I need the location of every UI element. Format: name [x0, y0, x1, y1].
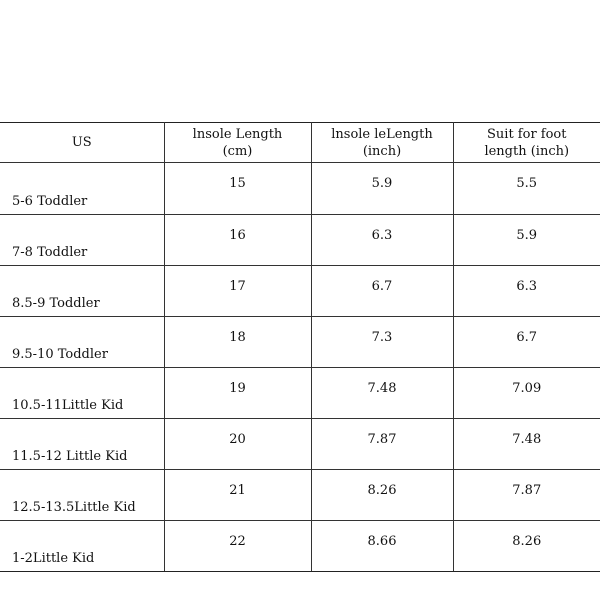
insole-cm-cell: 20 [164, 419, 311, 470]
us-size-cell: 8.5-9 Toddler [0, 266, 164, 317]
table-row [0, 266, 600, 317]
table-header-row [0, 123, 600, 163]
foot-inch-cell: 7.09 [453, 368, 600, 419]
insole-cm-cell: 16 [164, 215, 311, 266]
table-row [0, 470, 600, 521]
us-size-cell: 5-6 Toddler [0, 163, 164, 215]
us-size-cell: 12.5-13.5Little Kid [0, 470, 164, 521]
table-row [0, 317, 600, 368]
us-size-cell: 11.5-12 Little Kid [0, 419, 164, 470]
us-size-cell: 9.5-10 Toddler [0, 317, 164, 368]
table-row [0, 368, 600, 419]
size-chart-table [0, 122, 600, 572]
insole-inch-cell: 6.3 [311, 215, 453, 266]
insole-inch-cell: 8.26 [311, 470, 453, 521]
table-row [0, 163, 600, 215]
header-insole-length-inch-line2: (inch) [362, 143, 402, 159]
table-body [0, 163, 600, 572]
insole-cm-cell: 21 [164, 470, 311, 521]
insole-cm-cell: 19 [164, 368, 311, 419]
insole-cm-cell: 17 [164, 266, 311, 317]
header-us-label: US [71, 135, 92, 150]
insole-inch-cell: 8.66 [311, 521, 453, 572]
header-insole-length-inch [311, 123, 453, 163]
header-suit-foot-length-line2: length (inch) [484, 143, 570, 159]
header-insole-length-cm-line2: (cm) [222, 143, 253, 159]
table-row [0, 521, 600, 572]
insole-inch-cell: 6.7 [311, 266, 453, 317]
insole-cm-cell: 15 [164, 163, 311, 215]
foot-inch-cell: 5.5 [453, 163, 600, 215]
foot-inch-cell: 6.7 [453, 317, 600, 368]
us-size-cell: 1-2Little Kid [0, 521, 164, 572]
table-row [0, 419, 600, 470]
us-size-cell: 10.5-11Little Kid [0, 368, 164, 419]
us-size-cell: 7-8 Toddler [0, 215, 164, 266]
foot-inch-cell: 7.87 [453, 470, 600, 521]
header-insole-length-inch-line1: lnsole leLength [331, 126, 433, 142]
header-insole-length-cm-line1: lnsole Length [192, 126, 283, 142]
insole-inch-cell: 7.87 [311, 419, 453, 470]
header-suit-foot-length [453, 123, 600, 163]
foot-inch-cell: 7.48 [453, 419, 600, 470]
table-row [0, 215, 600, 266]
foot-inch-cell: 6.3 [453, 266, 600, 317]
foot-inch-cell: 5.9 [453, 215, 600, 266]
header-insole-length-cm [164, 123, 311, 163]
header-us [0, 123, 164, 163]
insole-cm-cell: 18 [164, 317, 311, 368]
insole-cm-cell: 22 [164, 521, 311, 572]
insole-inch-cell: 5.9 [311, 163, 453, 215]
insole-inch-cell: 7.48 [311, 368, 453, 419]
foot-inch-cell: 8.26 [453, 521, 600, 572]
header-suit-foot-length-line1: Suit for foot [487, 126, 567, 142]
insole-inch-cell: 7.3 [311, 317, 453, 368]
